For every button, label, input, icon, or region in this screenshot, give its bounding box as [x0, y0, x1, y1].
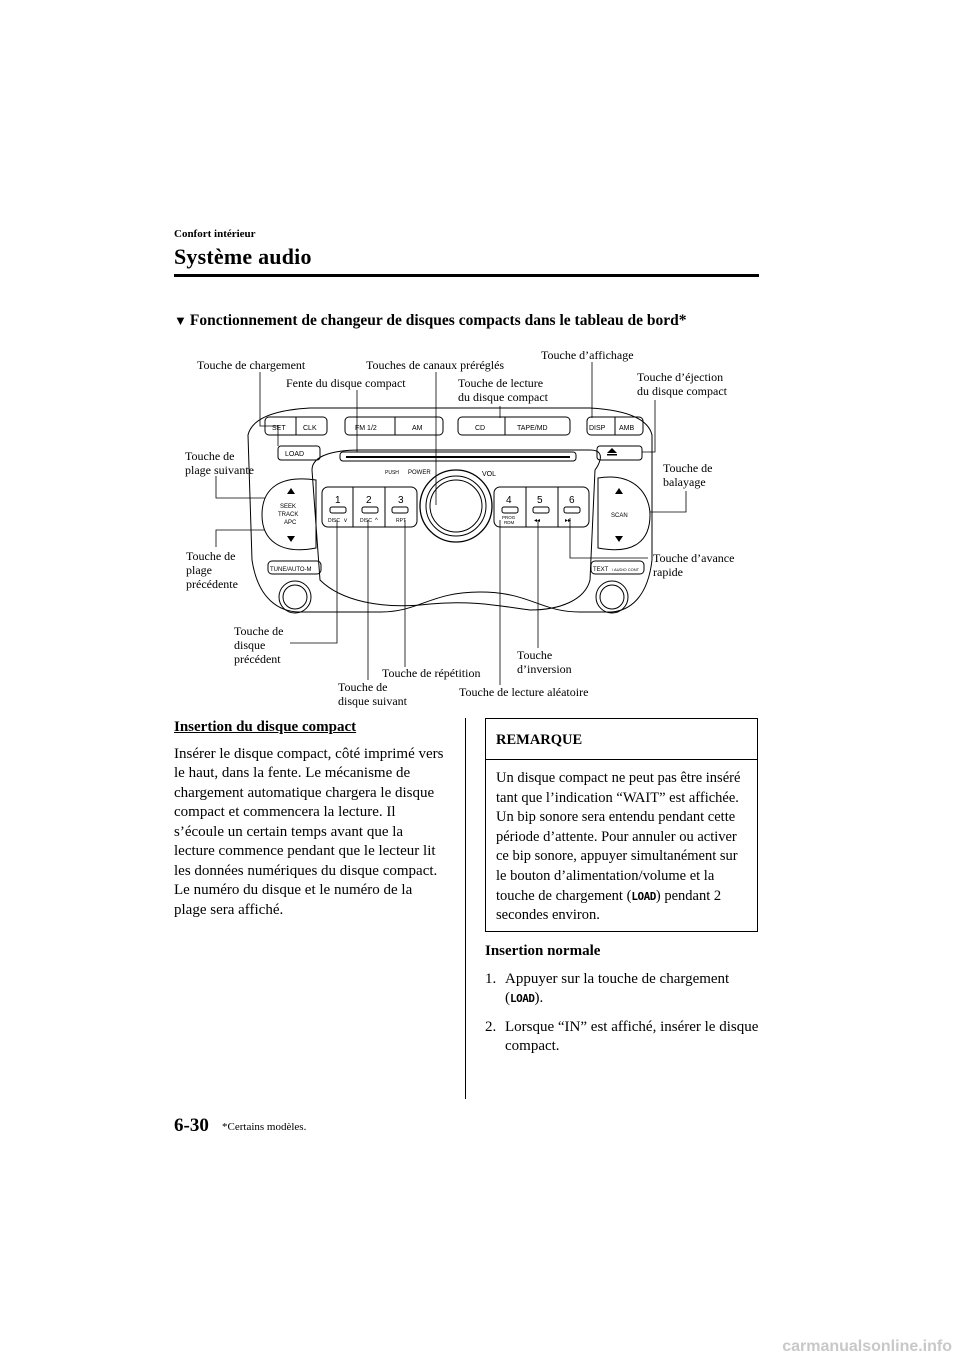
- section-label: Confort intérieur: [174, 228, 256, 240]
- callout-random: Touche de lecture aléatoire: [459, 685, 589, 699]
- callout-eject: Touche d’éjection du disque compact: [637, 370, 727, 398]
- step-1: [485, 970, 760, 1008]
- rpt-label: RPT: [396, 518, 406, 524]
- chevron-up-icon: ^: [375, 518, 378, 524]
- step-1-text-b: ).: [534, 990, 544, 1006]
- cd-label: CD: [475, 425, 486, 432]
- step-2-text: Lorsque “IN” est affiché, insérer le disque compact.: [505, 1019, 759, 1054]
- callout-load: Touche de chargement: [197, 358, 306, 372]
- insertion-paragraph-2: Le numéro du disque et le numéro de la plage sera affiché.: [174, 882, 413, 918]
- tape-label: TAPE/MD: [517, 425, 548, 432]
- step-2: [485, 1018, 760, 1056]
- callout-rewind: Touche d’inversion: [517, 648, 572, 676]
- step-1-text-a: Appuyer sur la touche de chargement (: [505, 971, 730, 1006]
- am-label: AM: [412, 425, 423, 432]
- fast-forward-icon: ▸▸: [565, 518, 572, 524]
- load-button-icon: LOAD: [631, 889, 656, 903]
- triangle-down-icon: ▼: [174, 313, 187, 328]
- note-text-part2: ) pendant 2 secondes environ.: [496, 887, 722, 924]
- apc-label: APC: [284, 520, 297, 526]
- tune-label: TUNE/AUTO-M: [270, 567, 312, 573]
- vol-label: VOL: [482, 471, 497, 478]
- rdm-label: RDM: [504, 520, 515, 525]
- footnote: *Certains modèles.: [222, 1121, 307, 1133]
- panel-outline: [248, 408, 652, 612]
- callout-presets: Touches de canaux préréglés: [366, 358, 505, 372]
- step-2-number: 2.: [485, 1019, 497, 1035]
- insertion-subheading: Insertion du disque compact: [174, 719, 357, 735]
- rewind-icon: ◂◂: [534, 518, 541, 524]
- load-label: LOAD: [285, 451, 305, 458]
- text-label: TEXT: [593, 567, 609, 573]
- chevron-down-icon: v: [344, 518, 347, 524]
- page-title: Système audio: [174, 244, 312, 269]
- note-title: REMARQUE: [486, 719, 757, 760]
- callout-prev-disc: Touche de disque précédent: [234, 624, 284, 666]
- watermark-text: carmanualsonline.info: [782, 1338, 952, 1355]
- preset-4-label: 4: [506, 495, 512, 506]
- push-label: PUSH: [385, 470, 399, 476]
- seek-label: SEEK: [280, 504, 297, 510]
- section-heading-text: Fonctionnement de changeur de disques compacts dans le tableau de bord*: [189, 312, 687, 329]
- watermark: [0, 1338, 960, 1358]
- callout-next-disc: Touche de disque suivant: [338, 680, 407, 708]
- clk-label: CLK: [303, 425, 317, 432]
- load-button-icon: LOAD: [510, 992, 535, 1005]
- set-label: SET: [272, 425, 286, 432]
- callout-prev-track: Touche de plage précédente: [186, 549, 238, 591]
- disp-label: DISP: [589, 425, 606, 432]
- column-divider: [465, 718, 466, 1099]
- amb-label: AMB: [619, 425, 635, 432]
- preset-2-label: 2: [366, 495, 372, 506]
- preset-1-label: 1: [335, 495, 341, 506]
- callout-slot: Fente du disque compact: [286, 376, 406, 390]
- callout-repeat: Touche de répétition: [382, 666, 481, 680]
- scan-label: SCAN: [611, 513, 628, 519]
- normal-subheading: Insertion normale: [485, 943, 601, 959]
- note-box: [485, 718, 758, 932]
- note-text-part1: Un disque compact ne peut pas être inséré tant que l’indication “WAIT” est affichée. Un bip sonore sera entendu pendant cette période d’attente. Pour annuler ou activer ce bip sonore, appuyer simultanément sur le bouton d’alimentation/volume et la touche de chargement (: [496, 770, 741, 904]
- step-1-number: 1.: [485, 971, 497, 987]
- preset-5-label: 5: [537, 495, 543, 506]
- callout-ff: Touche d’avance rapide: [653, 551, 735, 579]
- callout-play: Touche de lecture du disque compact: [458, 376, 548, 404]
- callout-scan: Touche de balayage: [663, 461, 713, 489]
- preset-3-label: 3: [398, 495, 404, 506]
- audio-cont-label: / AUDIO CONT: [612, 567, 640, 572]
- disc-up-label: DISC: [360, 518, 372, 524]
- fm-label: FM 1/2: [355, 425, 377, 432]
- track-label: TRACK: [278, 512, 299, 518]
- normal-insertion-section: [485, 942, 760, 1066]
- insertion-section: [174, 718, 446, 920]
- insertion-paragraph: Insérer le disque compact, côté imprimé vers le haut, dans la fente. Le mécanisme de chargement automatique chargera le disque compact et commencera la lecture. Il s’écoule un certain temps avant que la lecture commence pendant que le lecteur lit les données numériques du disque compact.: [174, 745, 444, 879]
- callout-disp: Touche d’affichage: [541, 348, 634, 362]
- callout-next-track: Touche de plage suivante: [185, 449, 254, 477]
- note-text: [486, 760, 757, 926]
- page-number: 6-30: [174, 1115, 209, 1136]
- power-label: POWER: [408, 470, 431, 476]
- preset-6-label: 6: [569, 495, 575, 506]
- prog-label: PROG: [502, 515, 516, 520]
- disc-down-label: DISC: [328, 518, 340, 524]
